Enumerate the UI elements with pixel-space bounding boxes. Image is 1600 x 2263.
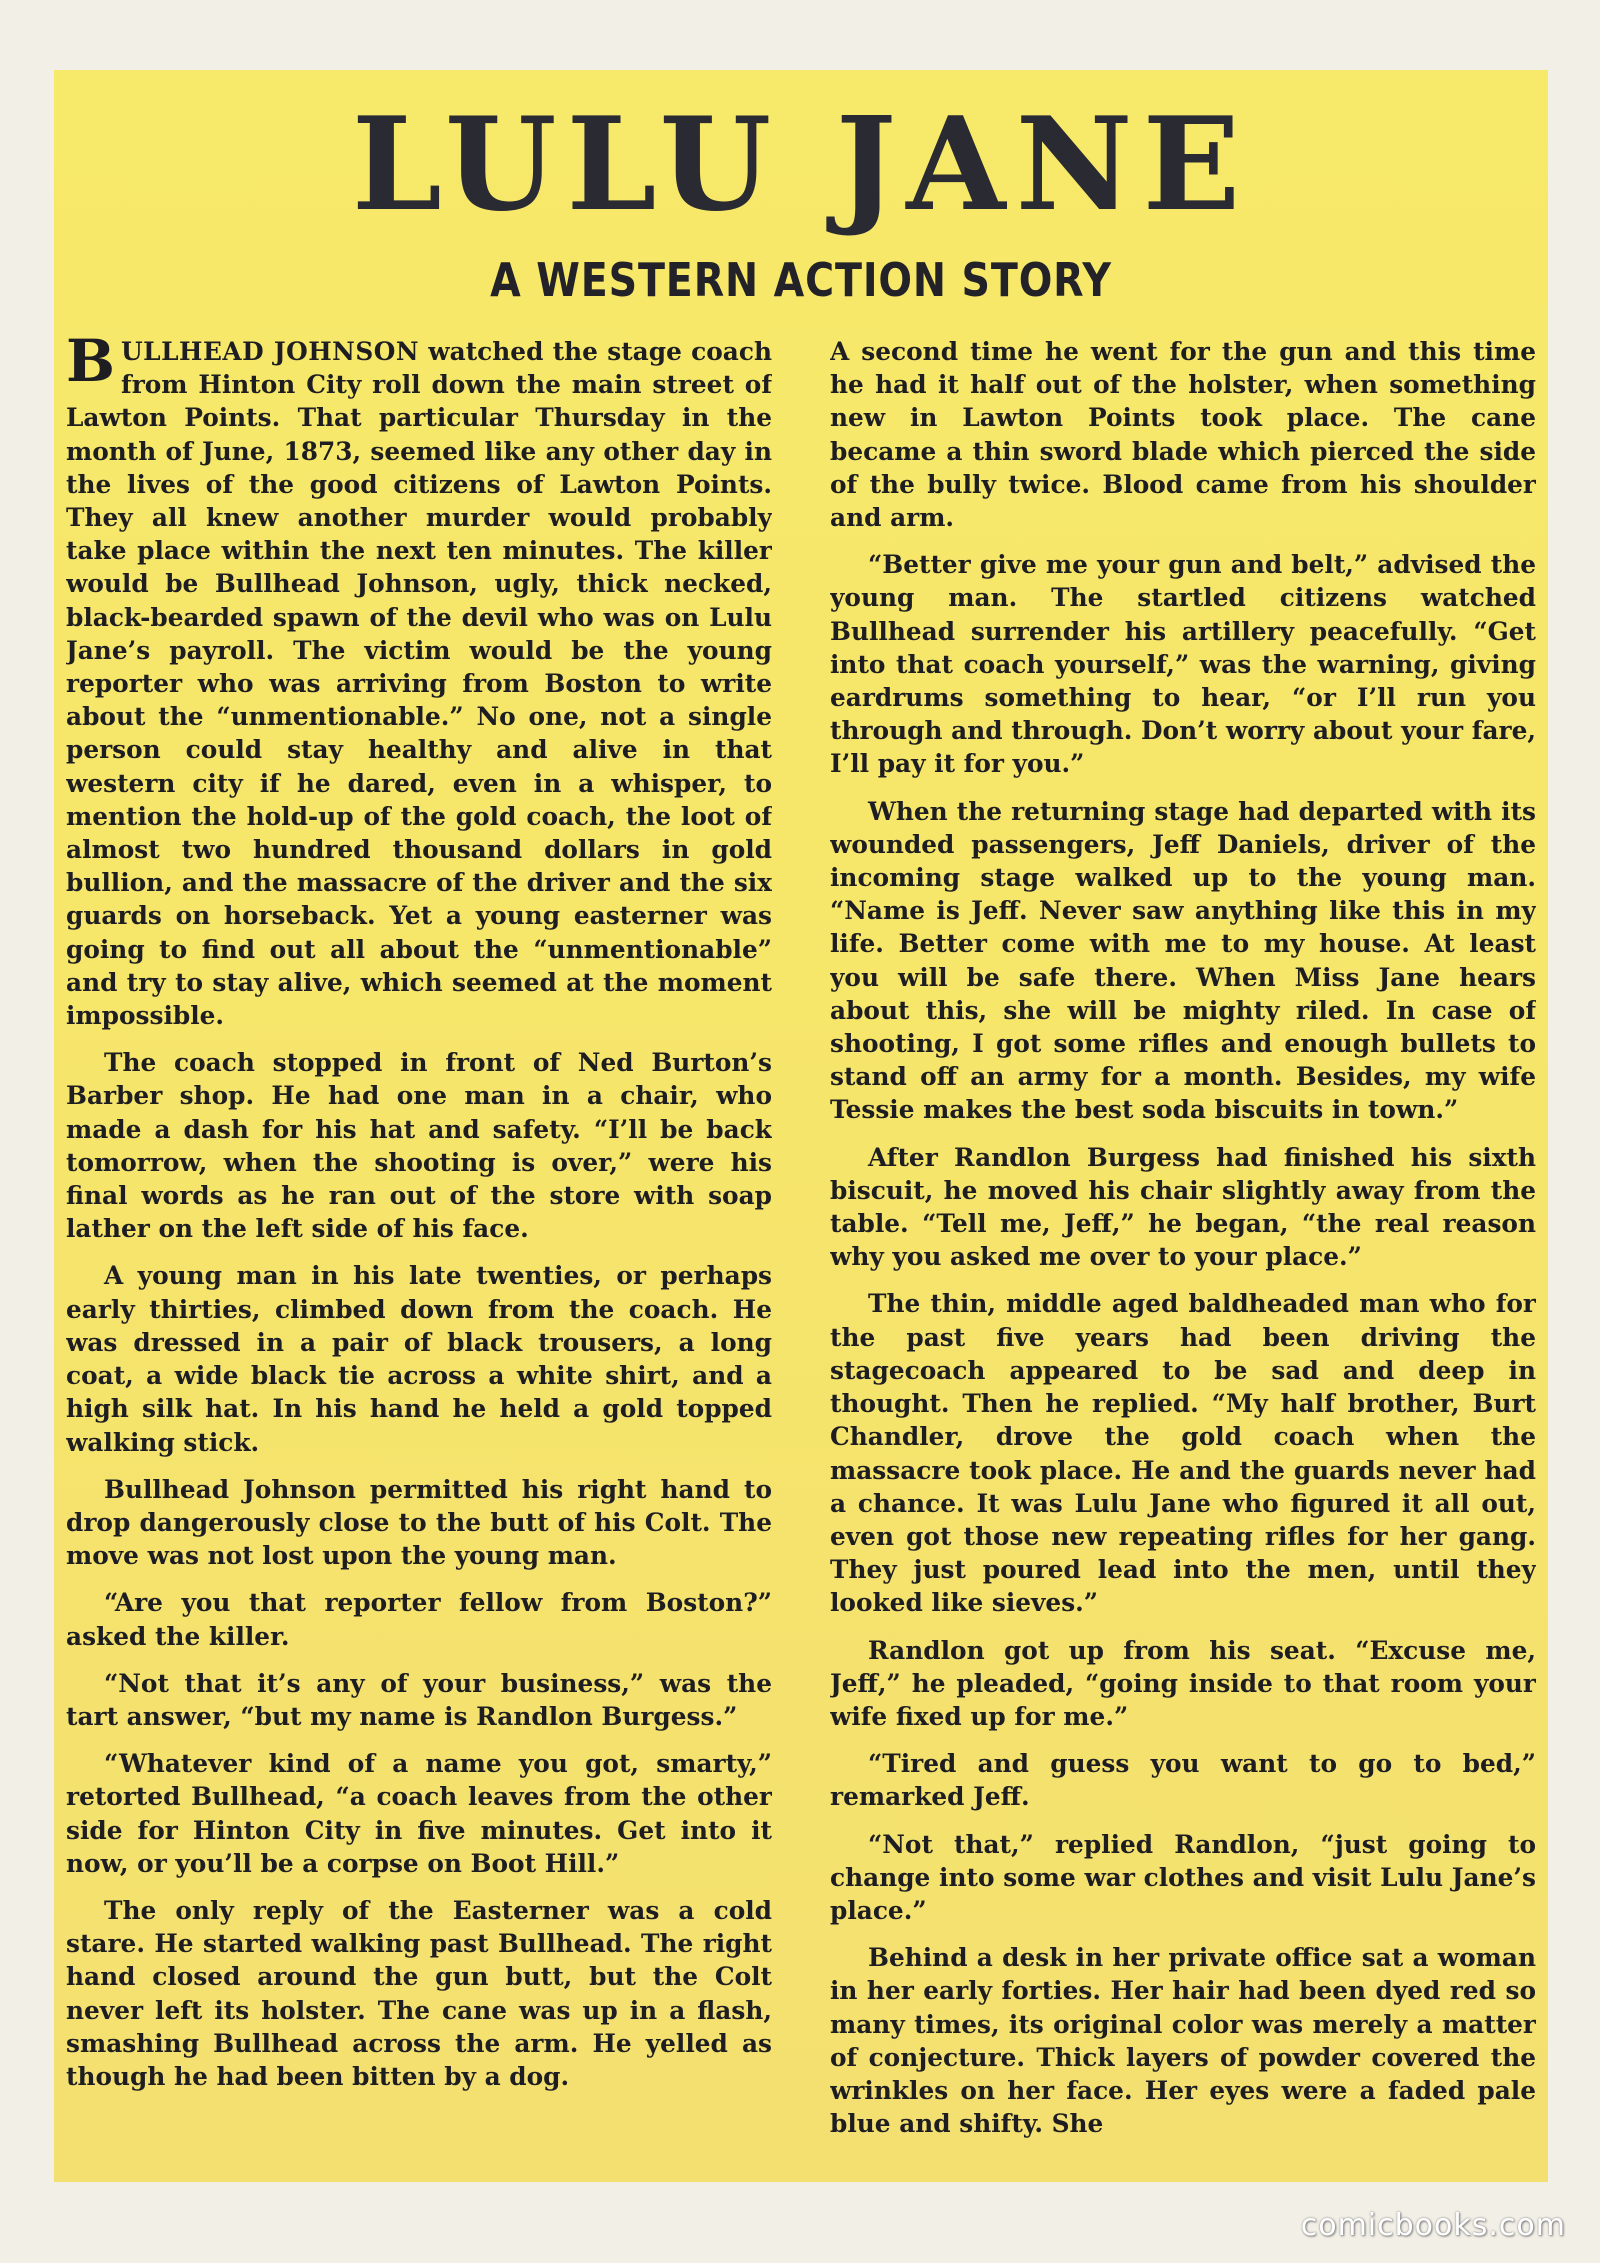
paragraph: When the returning stage had departed with its wounded passengers, Jeff Daniels, driver of the incoming stage walked up to the young man. “Name is Jeff. Never saw anything like this in my life. Better come with me to my house. At least you will be safe there. When Miss Jane hears about this, she will be mighty riled. In case of shooting, I got some rifles and enough bullets to stand off an army for a month. Besides, my wife Tessie makes the best soda biscuits in town.” [830, 796, 1536, 1125]
paragraph: “Tired and guess you want to go to bed,” remarked Jeff. [830, 1749, 1536, 1812]
paragraph: Randlon got up from his seat. “Excuse me, Jeff,” he pleaded, “going inside to that room your wife fixed up for me.” [830, 1635, 1536, 1731]
paragraph: A second time he went for the gun and this time he had it half out of the holster, when something new in Lawton Points took place. The cane became a thin sword blade which pierced the side of the bully twice. Blood came from his shoulder and arm. [830, 337, 1536, 533]
paragraph: “Better give me your gun and belt,” advised the young man. The startled citizens watched Bullhead surrender his artillery peacefully. “Get into that coach yourself,” was the warning, giving eardrums something to hear, “or I’ll run you through and through. Don’t worry about your fare, I’ll pay it for you.” [830, 550, 1536, 779]
paragraph: “Are you that reporter fellow from Boston?” asked the killer. [66, 1588, 772, 1651]
right-column [830, 335, 1536, 2165]
paragraph: The only reply of the Easterner was a cold stare. He started walking past Bullhead. The right hand closed around the gun butt, but the Colt never left its holster. The cane was up in a flash, smashing Bullhead across the arm. He yelled as though he had been bitten by a dog. [66, 1895, 772, 2091]
intro-paragraph [66, 335, 772, 1032]
paragraph: The coach stopped in front of Ned Burton’s Barber shop. He had one man in a chair, who made a dash for his hat and safety. “I’ll be back tomorrow, when the shooting is over,” were his final words as he ran out of the store with soap lather on the left side of his face. [66, 1048, 772, 1244]
intro-text: watched the stage coach from Hinton City roll down the main street of Lawton Points. That particular Thursday in the month of June, 1873, seemed like any other day in the lives of the good citizens of Lawton Points. They all knew another murder would probably take place within the next ten minutes. The killer would be Bullhead Johnson, ugly, thick necked, black-bearded spawn of the devil who was on Lulu Jane’s payroll. The victim would be the young reporter who was arriving from Boston to write about the “unmentionable.” No one, not a single person could stay healthy and alive in that western city if he dared, even in a whisper, to mention the hold-up of the gold coach, the loot of almost two hundred thousand dollars in gold bullion, and the massacre of the driver and the six guards on horseback. Yet a young easterner was going to find out all about the “unmentionable” and try to stay alive, which seemed at the moment impossible. [66, 337, 772, 1031]
story-subtitle: A WESTERN ACTION STORY [490, 253, 1112, 307]
left-column [66, 335, 772, 2165]
intro-lead: ULLHEAD JOHNSON [121, 337, 419, 366]
paragraph: “Not that it’s any of your business,” was the tart answer, “but my name is Randlon Burgess.” [66, 1668, 772, 1731]
paragraph: Bullhead Johnson permitted his right hand to drop dangerously close to the butt of his Colt. The move was not lost upon the young man. [66, 1474, 772, 1571]
paragraph: The thin, middle aged baldheaded man who for the past five years had been driving the stagecoach appeared to be sad and deep in thought. Then he replied. “My half brother, Burt Chandler, drove the gold coach when the massacre took place. He and the guards never had a chance. It was Lulu Jane who figured it all out, even got those new repeating rifles for her gang. They just poured lead into the men, until they looked like sieves.” [830, 1289, 1536, 1618]
paragraph: “Not that,” replied Randlon, “just going to change into some war clothes and visit Lulu Jane’s place.” [830, 1829, 1536, 1925]
paragraph: A young man in his late twenties, or perhaps early thirties, climbed down from the coach. He was dressed in a pair of black trousers, a long coat, a wide black tie across a white shirt, and a high silk hat. In his hand he held a gold topped walking stick. [66, 1261, 772, 1457]
paragraph: “Whatever kind of a name you got, smarty,” retorted Bullhead, “a coach leaves from the other side for Hinton City in five minutes. Get into it now, or you’ll be a corpse on Boot Hill.” [66, 1749, 772, 1878]
story-title: LULU JANE [351, 90, 1251, 240]
site-watermark: comicbooks.com [1300, 2208, 1566, 2243]
drop-cap: B [66, 335, 116, 395]
paragraph: Behind a desk in her private office sat a woman in her early forties. Her hair had been dyed red so many times, its original color was merely a matter of conjecture. Thick layers of powder covered the wrinkles on her face. Her eyes were a faded pale blue and shifty. She [830, 1943, 1536, 2139]
story-page [54, 70, 1548, 2182]
paragraph: After Randlon Burgess had finished his sixth biscuit, he moved his chair slightly away from the table. “Tell me, Jeff,” he began, “the real reason why you asked me over to your place.” [830, 1142, 1536, 1272]
